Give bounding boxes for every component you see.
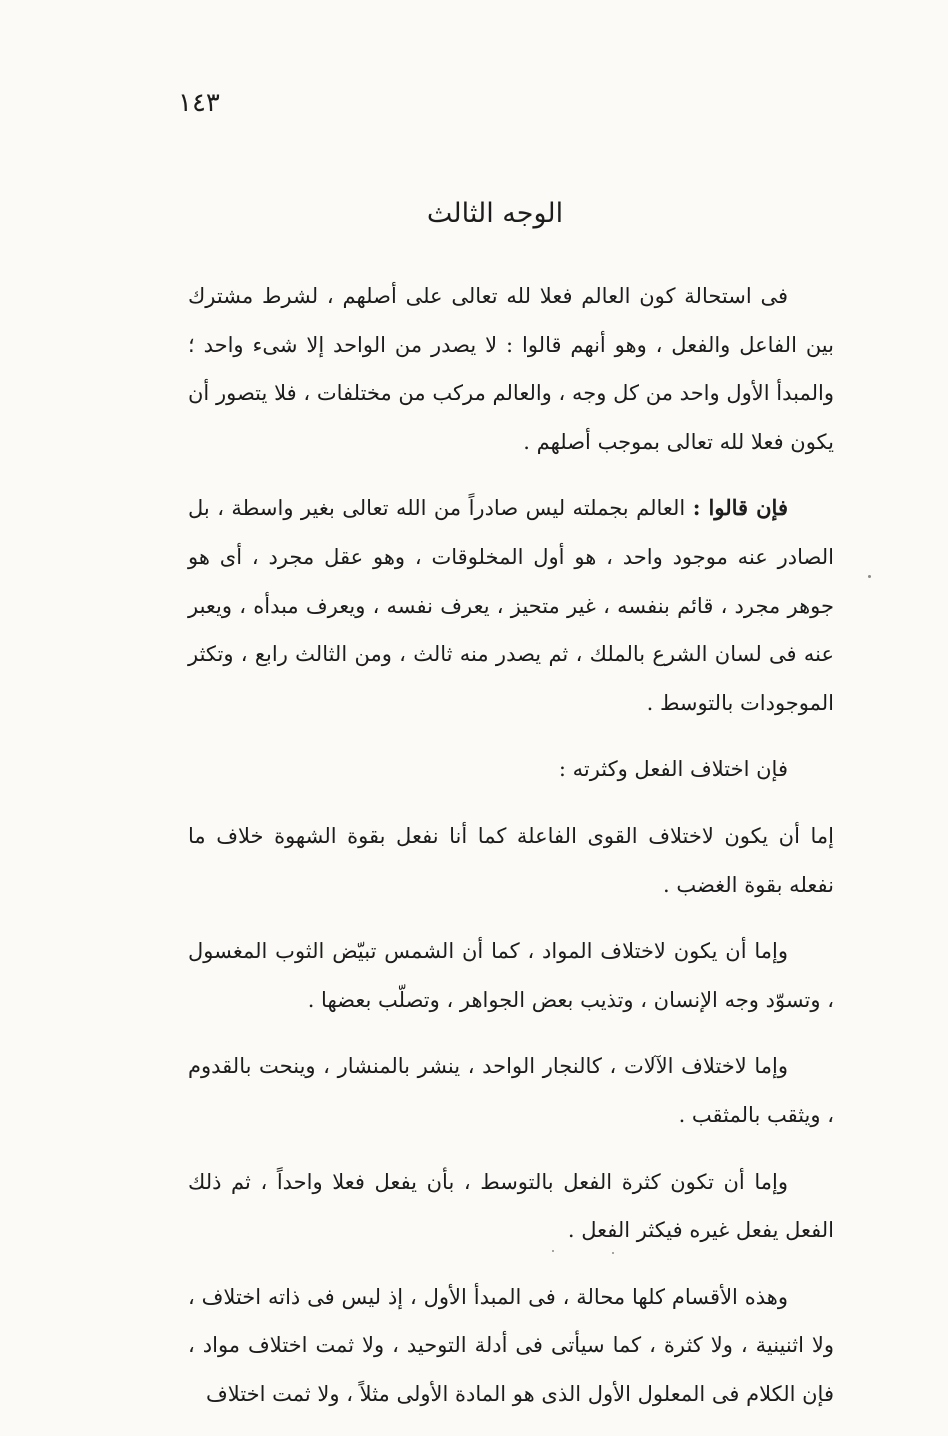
paragraph-text: إما أن يكون لاختلاف القوى الفاعلة كما أنا نفعل بقوة الشهوة خلاف ما نفعله بقوة الغضب .: [188, 823, 834, 897]
paragraph-text: فإن اختلاف الفعل وكثرته :: [558, 757, 788, 782]
page-number: ١٤٣: [178, 88, 220, 118]
paragraph-5: [188, 927, 834, 1024]
body-text: [188, 272, 834, 1436]
paragraph-3: [188, 745, 834, 794]
section-heading: الوجه الثالث: [426, 198, 564, 229]
paragraph-1: [188, 272, 834, 466]
paragraph-text: وإما لاختلاف الآلات ، كالنجار الواحد ، ينشر بالمنشار ، وينحت بالقدوم ، ويثقب بالمثقب .: [188, 1054, 834, 1127]
paragraph-8: [188, 1273, 834, 1419]
scan-speck: [868, 575, 871, 578]
paragraph-lead: فإن قالوا :: [692, 495, 788, 521]
paragraph-7: [188, 1158, 834, 1255]
paragraph-text: وإما أن يكون لاختلاف المواد ، كما أن الشمس تبيّض الثوب المغسول ، وتسوّد وجه الإنسان ، وتذيب بعض الجواهر ، وتصلّب بعضها .: [188, 939, 834, 1012]
scan-speck: [612, 1252, 614, 1254]
paragraph-2: [188, 484, 834, 727]
paragraph-text: فى استحالة كون العالم فعلا لله تعالى على أصلهم ، لشرط مشترك بين الفاعل والفعل ، وهو أنهم قالوا : لا يصدر من الواحد إلا شىء واحد ؛ والمبدأ الأول واحد من كل وجه ، والعالم مركب من مختلفات ، فلا يتصور أن يكون فعلا لله تعالى بموجب أصلهم .: [188, 284, 834, 454]
paragraph-6: [188, 1042, 834, 1139]
paragraph-text: العالم بجملته ليس صادراً من الله تعالى بغير واسطة ، بل الصادر عنه موجود واحد ، هو أول المخلوقات ، وهو عقل مجرد ، أى هو جوهر مجرد ، قائم بنفسه ، غير متحيز ، يعرف نفسه ، ويعرف مبدأه ، ويعبر عنه فى لسان الشرع بالملك ، ثم يصدر منه ثالث ، ومن الثالث رابع ، وتكثر الموجودات بالتوسط .: [188, 496, 834, 715]
scan-speck: [552, 1250, 554, 1252]
paragraph-4: [188, 812, 834, 909]
paragraph-text: وهذه الأقسام كلها محالة ، فى المبدأ الأول ، إذ ليس فى ذاته اختلاف ، ولا اثنينية ، ولا كثرة ، كما سيأتى فى أدلة التوحيد ، ولا ثمت اختلاف مواد ، فإن الكلام فى المعلول الأول الذى هو المادة الأولى مثلاً ، ولا ثمت اختلاف: [188, 1284, 834, 1406]
paragraph-text: وإما أن تكون كثرة الفعل بالتوسط ، بأن يفعل فعلا واحداً ، ثم ذلك الفعل يفعل غيره فيكثر الفعل .: [188, 1169, 834, 1243]
